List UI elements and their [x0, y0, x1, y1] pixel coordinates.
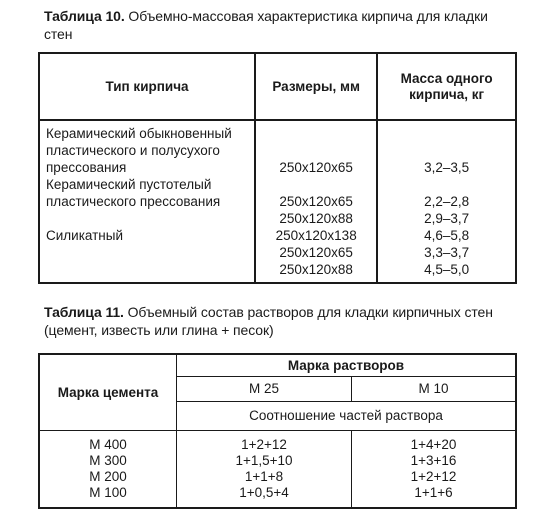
dimensions-cell: 250x120x65: [255, 193, 377, 210]
dimensions-cell: 250x120x88: [255, 210, 377, 227]
cement-grade-cell: М 100: [39, 485, 177, 508]
table-row: [39, 142, 516, 159]
table-row: [39, 193, 516, 210]
m25-ratio-cell: 1+2+12: [177, 430, 352, 453]
header-mortar-m10: М 10: [352, 376, 517, 401]
table-row: [39, 125, 516, 142]
table-row: [39, 469, 516, 485]
table-row: [39, 227, 516, 244]
dimensions-cell: 250x120x65: [255, 244, 377, 261]
mass-cell: 2,9–3,7: [424, 211, 470, 226]
brick-type-cell: пластического и полусухого: [39, 142, 255, 159]
dimensions-cell: 250x120x138: [255, 227, 377, 244]
brick-type-cell: [39, 244, 255, 261]
table-row: [39, 176, 516, 193]
table-row: [39, 210, 516, 227]
header-brick-mass: Масса одного кирпича, кг: [377, 53, 516, 120]
m10-ratio-cell: 1+4+20: [352, 430, 517, 453]
brick-mass-rows: [39, 120, 516, 283]
dimensions-cell: [255, 142, 377, 159]
table-10-number: Таблица 10.: [44, 8, 125, 24]
mass-cell: 2,2–2,8: [424, 194, 470, 209]
mass-cell: 3,2–3,5: [424, 160, 470, 175]
table-row: [39, 244, 516, 261]
table-row: [39, 159, 516, 176]
m10-ratio-cell: 1+2+12: [352, 469, 517, 485]
brick-type-cell: Керамический обыкновенный: [39, 125, 255, 142]
cement-grade-cell: М 400: [39, 430, 177, 453]
mass-cell: [377, 142, 516, 159]
table-11-title: Объемный состав растворов для кладки кирпичных стен (цемент, известь или глина + песок): [44, 304, 493, 338]
header-dimensions: Размеры, мм: [255, 53, 377, 120]
header-mortar-grade: Марка растворов: [177, 354, 517, 376]
m25-ratio-cell: 1+1+8: [177, 469, 352, 485]
brick-type-cell: [39, 261, 255, 278]
brick-type-cell: пластического прессования: [39, 193, 255, 210]
brick-type-cell: [39, 210, 255, 227]
m10-ratio-cell: 1+1+6: [352, 485, 517, 508]
table-row: [39, 485, 516, 508]
mass-cell: [377, 176, 516, 193]
mortar-composition-table: [38, 353, 517, 509]
mortar-rows: [39, 430, 516, 508]
table-10-title: Объемно-массовая характеристика кирпича для кладки стен: [44, 8, 488, 42]
m25-ratio-cell: 1+1,5+10: [177, 453, 352, 469]
mass-cell: 3,3–3,7: [424, 245, 470, 260]
table-11-caption: [44, 303, 514, 339]
brick-mass-table: [38, 52, 517, 284]
header-brick-type: Тип кирпича: [39, 53, 255, 120]
table-11-number: Таблица 11.: [44, 304, 124, 320]
m25-ratio-cell: 1+0,5+4: [177, 485, 352, 508]
table-row: [39, 430, 516, 453]
cement-grade-cell: М 300: [39, 453, 177, 469]
table-header-row: [39, 53, 516, 120]
m10-ratio-cell: 1+3+16: [352, 453, 517, 469]
header-ratio: Соотношение частей раствора: [177, 401, 517, 430]
mass-cell: 4,5–5,0: [424, 262, 470, 277]
header-mortar-m25: М 25: [177, 376, 352, 401]
table-10-caption: [44, 7, 514, 43]
dimensions-cell: [255, 125, 377, 142]
table-row: [39, 261, 516, 278]
dimensions-cell: 250x120x65: [255, 159, 377, 176]
brick-type-cell: Керамический пустотелый: [39, 176, 255, 193]
dimensions-cell: [255, 176, 377, 193]
header-cement-grade: Марка цемента: [39, 354, 177, 430]
mass-cell: 4,6–5,8: [424, 228, 470, 243]
brick-type-cell: прессования: [39, 159, 255, 176]
cement-grade-cell: М 200: [39, 469, 177, 485]
brick-type-cell: Силикатный: [39, 227, 255, 244]
dimensions-cell: 250x120x88: [255, 261, 377, 278]
mass-cell: [377, 125, 516, 142]
table-row: [39, 453, 516, 469]
